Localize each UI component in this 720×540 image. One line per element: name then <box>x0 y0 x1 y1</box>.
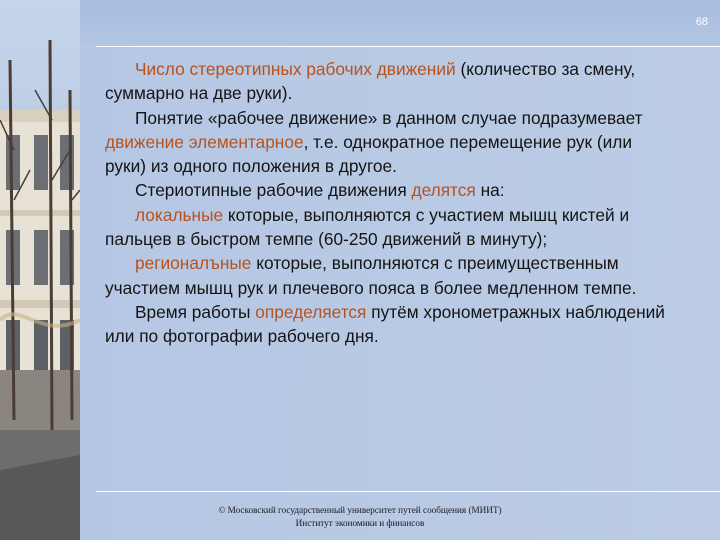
footer-divider <box>96 491 720 492</box>
text-segment: путём хронометражных наблюдений или по фотографии рабочего дня. <box>105 301 665 347</box>
paragraph <box>105 57 665 106</box>
paragraph <box>105 203 665 252</box>
footer-university: © Московский государственный университет путей сообщения (МИИТ) <box>218 505 502 515</box>
highlight-term: движение элементарное <box>105 131 304 152</box>
building-photo-image <box>0 0 80 540</box>
building-photo <box>0 0 80 540</box>
slide-number: 68 <box>695 16 708 28</box>
highlight-term: локальные <box>135 204 224 225</box>
text-segment: Понятие «рабочее движение» в данном случае подразумевает <box>135 107 643 128</box>
text-segment: которые, выполняются с участием мышц кистей и пальцев в быстром темпе (60-250 движений в минуту); <box>105 204 630 250</box>
footer <box>190 504 530 530</box>
text-segment: Стериотипные рабочие движения <box>135 180 412 201</box>
header-band <box>80 0 720 46</box>
paragraph <box>105 300 665 349</box>
highlight-term: Число стереотипных рабочих движений <box>135 59 456 79</box>
highlight-term: делятся <box>411 180 476 201</box>
header-divider <box>96 46 720 47</box>
text-segment: Время работы <box>135 301 256 322</box>
highlight-term: регионалъные <box>135 253 252 274</box>
footer-institute: Институт экономики и финансов <box>295 518 425 528</box>
text-segment: которые, выполняются с преимущественным участием мышц рук и плечевого пояса в более медленном темпе. <box>105 253 637 298</box>
slide-body <box>105 57 665 349</box>
text-segment: (количество за смену, суммарно на две руки). <box>105 59 636 104</box>
paragraph <box>105 251 665 300</box>
highlight-term: определяется <box>255 301 367 322</box>
paragraph <box>105 178 665 202</box>
text-segment: на: <box>475 180 505 201</box>
text-segment: , т.е. однократное перемещение рук (или руки) из одного положения в другое. <box>105 131 633 177</box>
paragraph <box>105 106 665 179</box>
